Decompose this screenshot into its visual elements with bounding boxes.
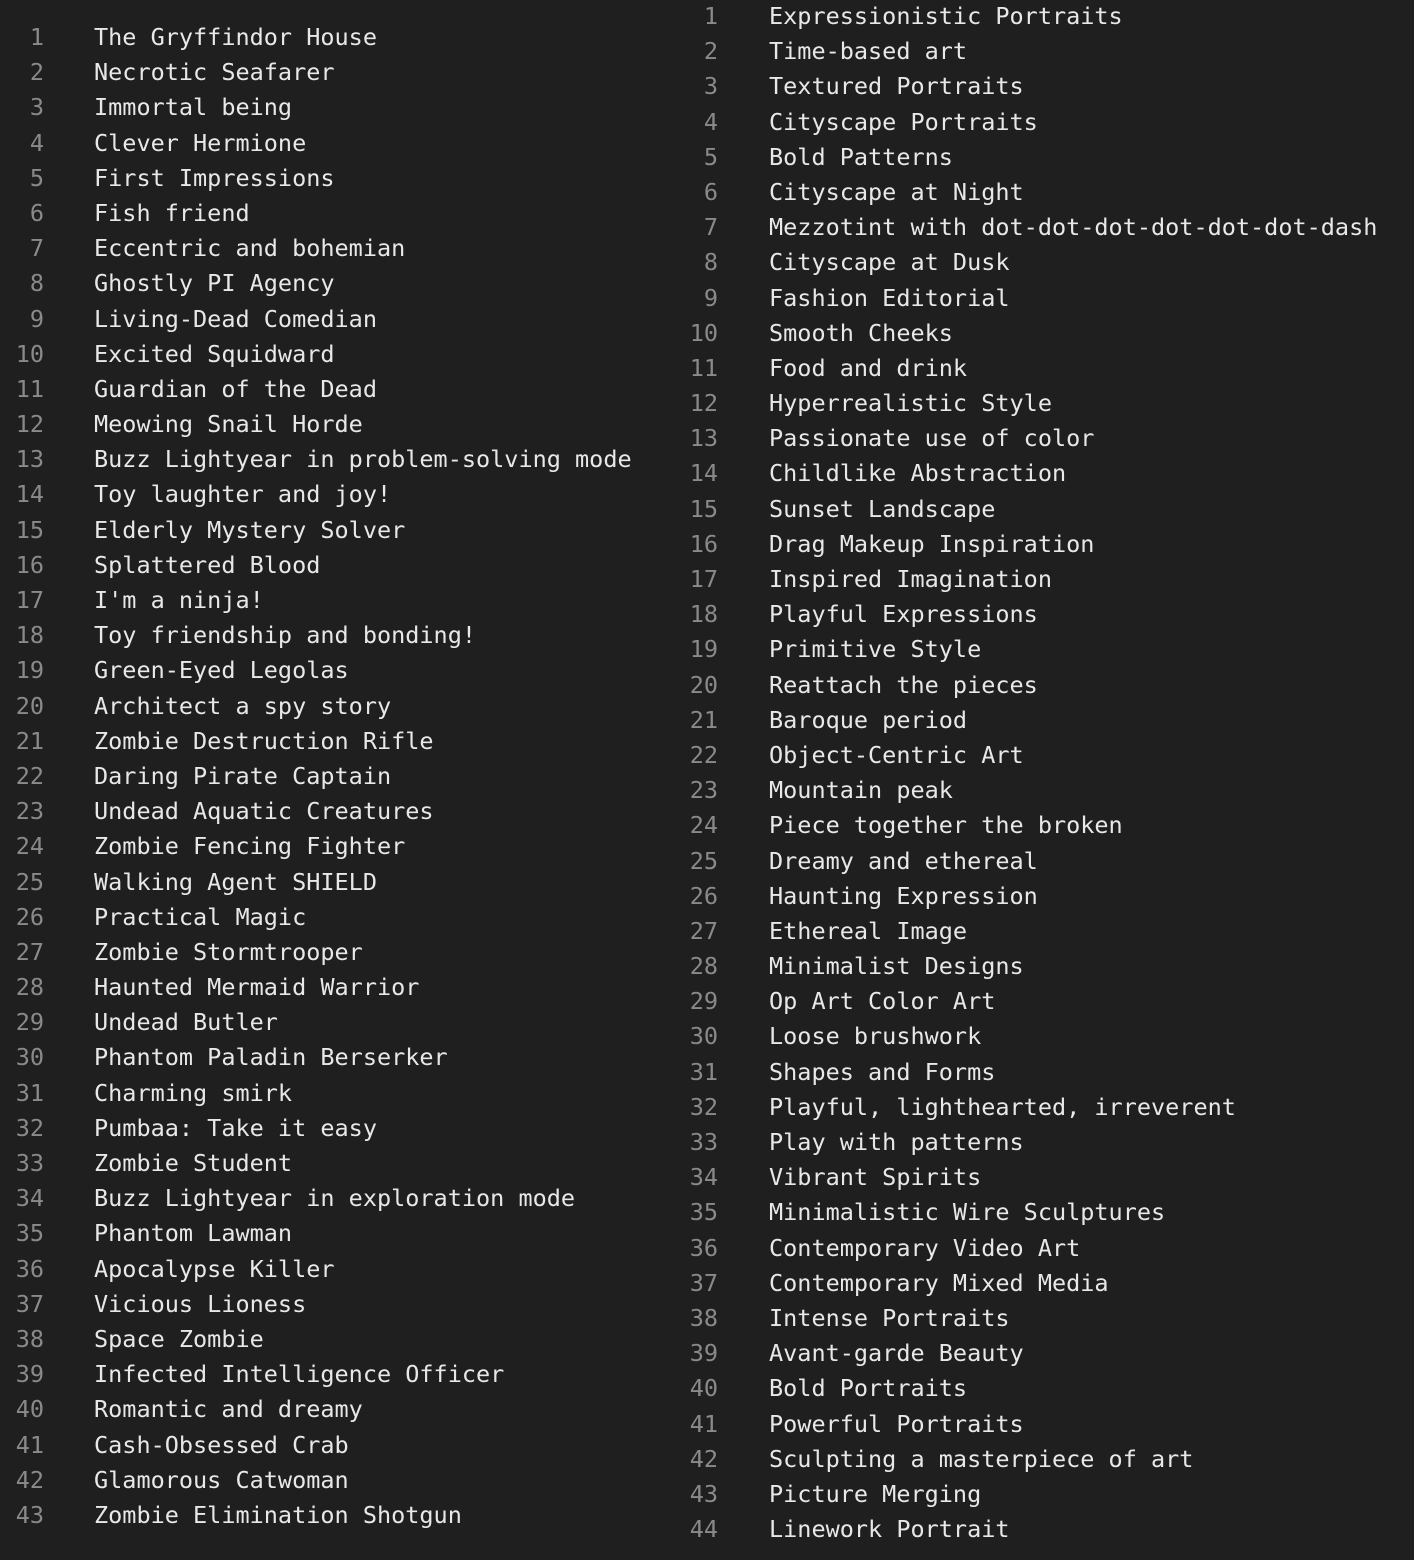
line-text: Contemporary Video Art bbox=[769, 1233, 1081, 1262]
line-number: 35 bbox=[689, 1198, 718, 1227]
code-line[interactable] bbox=[0, 689, 676, 724]
line-text: Haunting Expression bbox=[769, 881, 1038, 910]
line-text: Zombie Stormtrooper bbox=[94, 937, 363, 966]
line-text: Splattered Blood bbox=[94, 550, 321, 579]
code-line[interactable] bbox=[0, 1076, 676, 1111]
line-text: Vibrant Spirits bbox=[769, 1163, 982, 1192]
code-line[interactable] bbox=[676, 1512, 1414, 1547]
line-text: Toy laughter and joy! bbox=[94, 480, 392, 509]
code-line[interactable] bbox=[676, 316, 1414, 351]
code-line[interactable] bbox=[0, 55, 676, 90]
line-number: 27 bbox=[15, 937, 44, 966]
line-number: 38 bbox=[15, 1324, 44, 1353]
line-number: 13 bbox=[15, 445, 44, 474]
code-line[interactable] bbox=[676, 34, 1414, 69]
code-line[interactable] bbox=[676, 1160, 1414, 1195]
line-text: Mezzotint with dot-dot-dot-dot-dot-dot-dash bbox=[769, 213, 1378, 242]
line-number: 10 bbox=[15, 339, 44, 368]
line-number: 23 bbox=[15, 797, 44, 826]
code-line[interactable] bbox=[676, 245, 1414, 280]
line-number: 21 bbox=[15, 726, 44, 755]
line-number: 32 bbox=[689, 1092, 718, 1121]
code-line[interactable] bbox=[0, 407, 676, 442]
line-number: 35 bbox=[15, 1219, 44, 1248]
line-text: Piece together the broken bbox=[769, 811, 1123, 840]
code-line[interactable] bbox=[0, 618, 676, 653]
code-line[interactable] bbox=[676, 456, 1414, 491]
line-number: 2 bbox=[29, 58, 44, 87]
code-line[interactable] bbox=[676, 69, 1414, 104]
line-number: 5 bbox=[703, 142, 718, 171]
line-number: 16 bbox=[689, 529, 718, 558]
code-line[interactable] bbox=[676, 105, 1414, 140]
code-line[interactable] bbox=[676, 1266, 1414, 1301]
code-line[interactable] bbox=[0, 231, 676, 266]
line-text: Playful Expressions bbox=[769, 600, 1038, 629]
line-text: Cityscape at Dusk bbox=[769, 248, 1010, 277]
code-line[interactable] bbox=[0, 337, 676, 372]
line-number: 11 bbox=[689, 353, 718, 382]
line-number: 37 bbox=[15, 1289, 44, 1318]
line-text: Haunted Mermaid Warrior bbox=[94, 973, 420, 1002]
line-number: 38 bbox=[689, 1303, 718, 1332]
line-text: Smooth Cheeks bbox=[769, 318, 953, 347]
line-text: Living-Dead Comedian bbox=[94, 304, 377, 333]
line-number: 2 bbox=[703, 37, 718, 66]
code-line[interactable] bbox=[676, 1231, 1414, 1266]
code-line[interactable] bbox=[676, 1301, 1414, 1336]
line-text: The Gryffindor House bbox=[94, 23, 377, 51]
line-text: Playful, lighthearted, irreverent bbox=[769, 1092, 1236, 1121]
line-text: Bold Portraits bbox=[769, 1374, 968, 1403]
line-number: 31 bbox=[15, 1078, 44, 1107]
line-text: Cityscape at Night bbox=[769, 177, 1024, 206]
code-line[interactable] bbox=[676, 879, 1414, 914]
line-number: 29 bbox=[15, 1008, 44, 1037]
line-text: Cash-Obsessed Crab bbox=[94, 1430, 349, 1459]
line-number: 36 bbox=[15, 1254, 44, 1283]
line-text: Ethereal Image bbox=[769, 916, 968, 945]
line-text: Linework Portrait bbox=[769, 1515, 1010, 1544]
line-number: 1 bbox=[29, 23, 44, 51]
line-text: Walking Agent SHIELD bbox=[94, 867, 377, 896]
line-text: Passionate use of color bbox=[769, 424, 1095, 453]
line-text: Zombie Fencing Fighter bbox=[94, 832, 406, 861]
code-line[interactable] bbox=[0, 1322, 676, 1357]
line-number: 9 bbox=[29, 304, 44, 333]
line-text: Elderly Mystery Solver bbox=[94, 515, 406, 544]
line-number: 43 bbox=[15, 1500, 44, 1529]
line-text: Baroque period bbox=[769, 705, 968, 734]
line-number: 42 bbox=[689, 1444, 718, 1473]
line-number: 19 bbox=[689, 635, 718, 664]
code-line[interactable] bbox=[676, 668, 1414, 703]
line-text: I'm a ninja! bbox=[94, 586, 264, 614]
line-text: Object-Centric Art bbox=[769, 740, 1024, 769]
code-line[interactable] bbox=[0, 90, 676, 125]
code-line[interactable] bbox=[676, 1336, 1414, 1371]
line-text: Necrotic Seafarer bbox=[94, 58, 335, 87]
line-text: Powerful Portraits bbox=[769, 1409, 1024, 1438]
line-text: Inspired Imagination bbox=[769, 565, 1052, 593]
line-text: Intense Portraits bbox=[769, 1303, 1010, 1332]
code-line[interactable] bbox=[676, 492, 1414, 527]
line-text: Food and drink bbox=[769, 353, 968, 382]
line-number: 24 bbox=[15, 832, 44, 861]
line-text: Sunset Landscape bbox=[769, 494, 996, 523]
line-number: 14 bbox=[15, 480, 44, 509]
code-line[interactable] bbox=[0, 442, 676, 477]
line-text: Reattach the pieces bbox=[769, 670, 1038, 699]
line-text: Contemporary Mixed Media bbox=[769, 1268, 1109, 1297]
line-number: 34 bbox=[15, 1184, 44, 1213]
line-number: 21 bbox=[689, 705, 718, 734]
code-line[interactable] bbox=[0, 1040, 676, 1075]
line-number: 23 bbox=[689, 776, 718, 805]
line-number: 17 bbox=[689, 565, 718, 593]
code-line[interactable] bbox=[676, 844, 1414, 879]
line-text: Daring Pirate Captain bbox=[94, 761, 392, 790]
line-number: 41 bbox=[15, 1430, 44, 1459]
line-text: Undead Butler bbox=[94, 1008, 278, 1037]
line-text: Shapes and Forms bbox=[769, 1057, 996, 1086]
line-text: Textured Portraits bbox=[769, 72, 1024, 101]
line-number: 30 bbox=[689, 1022, 718, 1051]
line-text: Minimalistic Wire Sculptures bbox=[769, 1198, 1166, 1227]
line-text: Phantom Paladin Berserker bbox=[94, 1043, 448, 1072]
line-number: 3 bbox=[29, 93, 44, 122]
line-number: 18 bbox=[15, 621, 44, 650]
line-number: 1 bbox=[703, 2, 718, 30]
line-text: Immortal being bbox=[94, 93, 293, 122]
code-line[interactable] bbox=[676, 1055, 1414, 1090]
right-editor-pane[interactable] bbox=[676, 0, 1414, 1559]
line-number: 26 bbox=[689, 881, 718, 910]
line-number: 14 bbox=[689, 459, 718, 488]
code-line[interactable] bbox=[0, 477, 676, 512]
line-number: 36 bbox=[689, 1233, 718, 1262]
code-line[interactable] bbox=[0, 126, 676, 161]
code-line[interactable] bbox=[0, 759, 676, 794]
code-line[interactable] bbox=[676, 1195, 1414, 1230]
line-text: Cityscape Portraits bbox=[769, 107, 1038, 136]
line-number: 4 bbox=[29, 128, 44, 157]
line-text: Charming smirk bbox=[94, 1078, 293, 1107]
code-line[interactable] bbox=[0, 1392, 676, 1427]
code-line[interactable] bbox=[0, 1252, 676, 1287]
code-line[interactable] bbox=[676, 562, 1414, 597]
code-line[interactable] bbox=[676, 1090, 1414, 1125]
line-text: Zombie Elimination Shotgun bbox=[94, 1500, 462, 1529]
line-text: Buzz Lightyear in problem-solving mode bbox=[94, 445, 632, 474]
line-number: 5 bbox=[29, 163, 44, 192]
line-text: Fish friend bbox=[94, 198, 250, 227]
line-number: 16 bbox=[15, 550, 44, 579]
line-text: Fashion Editorial bbox=[769, 283, 1010, 312]
line-number: 15 bbox=[689, 494, 718, 523]
line-number: 27 bbox=[689, 916, 718, 945]
code-line[interactable] bbox=[0, 1216, 676, 1251]
line-number: 25 bbox=[15, 867, 44, 896]
line-number: 22 bbox=[689, 740, 718, 769]
left-editor-pane[interactable] bbox=[0, 20, 676, 1560]
line-text: Drag Makeup Inspiration bbox=[769, 529, 1095, 558]
line-text: Op Art Color Art bbox=[769, 987, 996, 1016]
code-line[interactable] bbox=[0, 724, 676, 759]
line-text: Mountain peak bbox=[769, 776, 953, 805]
line-number: 24 bbox=[689, 811, 718, 840]
line-text: Zombie Student bbox=[94, 1149, 293, 1177]
line-text: Apocalypse Killer bbox=[94, 1254, 335, 1283]
code-line[interactable] bbox=[0, 900, 676, 935]
line-text: Expressionistic Portraits bbox=[769, 2, 1123, 30]
line-number: 18 bbox=[689, 600, 718, 629]
line-text: Undead Aquatic Creatures bbox=[94, 797, 434, 826]
code-line[interactable] bbox=[0, 829, 676, 864]
code-line[interactable] bbox=[0, 1287, 676, 1322]
line-text: Bold Patterns bbox=[769, 142, 953, 171]
line-text: Avant-garde Beauty bbox=[769, 1339, 1024, 1368]
line-text: Sculpting a masterpiece of art bbox=[769, 1444, 1194, 1473]
code-line[interactable] bbox=[0, 583, 676, 618]
line-text: First Impressions bbox=[94, 163, 335, 192]
code-line[interactable] bbox=[676, 421, 1414, 456]
line-text: Space Zombie bbox=[94, 1324, 264, 1353]
line-number: 3 bbox=[703, 72, 718, 101]
line-number: 12 bbox=[15, 410, 44, 439]
line-text: Zombie Destruction Rifle bbox=[94, 726, 434, 755]
line-number: 6 bbox=[703, 177, 718, 206]
line-number: 41 bbox=[689, 1409, 718, 1438]
line-number: 7 bbox=[703, 213, 718, 242]
code-line[interactable] bbox=[676, 703, 1414, 738]
line-number: 43 bbox=[689, 1479, 718, 1508]
code-line[interactable] bbox=[676, 281, 1414, 316]
line-number: 8 bbox=[29, 269, 44, 298]
code-line[interactable] bbox=[676, 597, 1414, 632]
code-line[interactable] bbox=[676, 773, 1414, 808]
code-line[interactable] bbox=[676, 1442, 1414, 1477]
line-text: Eccentric and bohemian bbox=[94, 234, 406, 263]
line-number: 32 bbox=[15, 1113, 44, 1142]
code-line[interactable] bbox=[0, 653, 676, 688]
line-number: 42 bbox=[15, 1465, 44, 1494]
line-number: 28 bbox=[689, 952, 718, 981]
line-number: 33 bbox=[689, 1128, 718, 1156]
line-number: 30 bbox=[15, 1043, 44, 1072]
code-line[interactable] bbox=[0, 302, 676, 337]
code-line[interactable] bbox=[0, 266, 676, 301]
code-line[interactable] bbox=[676, 1125, 1414, 1160]
code-line[interactable] bbox=[676, 1019, 1414, 1054]
line-number: 20 bbox=[689, 670, 718, 699]
line-number: 33 bbox=[15, 1149, 44, 1177]
line-text: Meowing Snail Horde bbox=[94, 410, 363, 439]
line-number: 4 bbox=[703, 107, 718, 136]
code-line[interactable] bbox=[0, 196, 676, 231]
line-number: 13 bbox=[689, 424, 718, 453]
line-number: 40 bbox=[689, 1374, 718, 1403]
line-text: Ghostly PI Agency bbox=[94, 269, 335, 298]
line-number: 22 bbox=[15, 761, 44, 790]
line-text: Loose brushwork bbox=[769, 1022, 982, 1051]
line-number: 39 bbox=[15, 1360, 44, 1389]
line-text: Architect a spy story bbox=[94, 691, 392, 720]
code-line[interactable] bbox=[0, 1111, 676, 1146]
line-number: 29 bbox=[689, 987, 718, 1016]
line-text: Phantom Lawman bbox=[94, 1219, 293, 1248]
code-line[interactable] bbox=[676, 210, 1414, 245]
code-line[interactable] bbox=[676, 1371, 1414, 1406]
code-line[interactable] bbox=[0, 513, 676, 548]
line-text: Clever Hermione bbox=[94, 128, 307, 157]
code-line[interactable] bbox=[0, 970, 676, 1005]
code-line[interactable] bbox=[0, 1181, 676, 1216]
code-line[interactable] bbox=[676, 738, 1414, 773]
line-number: 12 bbox=[689, 389, 718, 418]
line-number: 9 bbox=[703, 283, 718, 312]
line-text: Guardian of the Dead bbox=[94, 374, 377, 403]
line-number: 7 bbox=[29, 234, 44, 263]
code-line[interactable] bbox=[676, 949, 1414, 984]
code-line[interactable] bbox=[0, 548, 676, 583]
line-number: 8 bbox=[703, 248, 718, 277]
line-text: Time-based art bbox=[769, 37, 968, 66]
line-text: Infected Intelligence Officer bbox=[94, 1360, 505, 1389]
code-line[interactable] bbox=[676, 0, 1414, 34]
line-number: 17 bbox=[15, 586, 44, 614]
line-number: 15 bbox=[15, 515, 44, 544]
code-line[interactable] bbox=[0, 161, 676, 196]
line-text: Vicious Lioness bbox=[94, 1289, 307, 1318]
code-line[interactable] bbox=[676, 351, 1414, 386]
line-number: 39 bbox=[689, 1339, 718, 1368]
line-text: Glamorous Catwoman bbox=[94, 1465, 349, 1494]
code-line[interactable] bbox=[676, 984, 1414, 1019]
line-text: Play with patterns bbox=[769, 1128, 1024, 1156]
line-text: Hyperrealistic Style bbox=[769, 389, 1052, 418]
line-text: Picture Merging bbox=[769, 1479, 982, 1508]
code-line[interactable] bbox=[0, 20, 676, 55]
code-line[interactable] bbox=[0, 1357, 676, 1392]
line-number: 44 bbox=[689, 1515, 718, 1544]
line-text: Practical Magic bbox=[94, 902, 307, 931]
code-line[interactable] bbox=[0, 1428, 676, 1463]
line-text: Childlike Abstraction bbox=[769, 459, 1067, 488]
code-line[interactable] bbox=[676, 632, 1414, 667]
code-line[interactable] bbox=[676, 386, 1414, 421]
line-number: 26 bbox=[15, 902, 44, 931]
line-number: 37 bbox=[689, 1268, 718, 1297]
line-text: Pumbaa: Take it easy bbox=[94, 1113, 377, 1142]
line-text: Primitive Style bbox=[769, 635, 982, 664]
line-text: Dreamy and ethereal bbox=[769, 846, 1038, 875]
line-number: 40 bbox=[15, 1395, 44, 1424]
line-text: Romantic and dreamy bbox=[94, 1395, 363, 1424]
code-line[interactable] bbox=[0, 372, 676, 407]
line-number: 25 bbox=[689, 846, 718, 875]
line-number: 31 bbox=[689, 1057, 718, 1086]
code-line[interactable] bbox=[0, 1463, 676, 1498]
line-text: Green-Eyed Legolas bbox=[94, 656, 349, 685]
code-line[interactable] bbox=[676, 527, 1414, 562]
code-line[interactable] bbox=[676, 914, 1414, 949]
line-number: 11 bbox=[15, 374, 44, 403]
line-number: 20 bbox=[15, 691, 44, 720]
line-number: 34 bbox=[689, 1163, 718, 1192]
code-line[interactable] bbox=[0, 1005, 676, 1040]
line-text: Minimalist Designs bbox=[769, 952, 1024, 981]
code-line[interactable] bbox=[0, 794, 676, 829]
code-line[interactable] bbox=[676, 140, 1414, 175]
code-line[interactable] bbox=[0, 865, 676, 900]
line-text: Excited Squidward bbox=[94, 339, 335, 368]
code-line[interactable] bbox=[676, 1407, 1414, 1442]
code-line[interactable] bbox=[676, 175, 1414, 210]
line-number: 28 bbox=[15, 973, 44, 1002]
line-number: 10 bbox=[689, 318, 718, 347]
code-line[interactable] bbox=[676, 1477, 1414, 1512]
code-line[interactable] bbox=[0, 1146, 676, 1181]
line-text: Buzz Lightyear in exploration mode bbox=[94, 1184, 576, 1213]
code-line[interactable] bbox=[0, 935, 676, 970]
line-text: Toy friendship and bonding! bbox=[94, 621, 477, 650]
code-line[interactable] bbox=[676, 808, 1414, 843]
line-number: 6 bbox=[29, 198, 44, 227]
line-number: 19 bbox=[15, 656, 44, 685]
code-line[interactable] bbox=[0, 1498, 676, 1533]
